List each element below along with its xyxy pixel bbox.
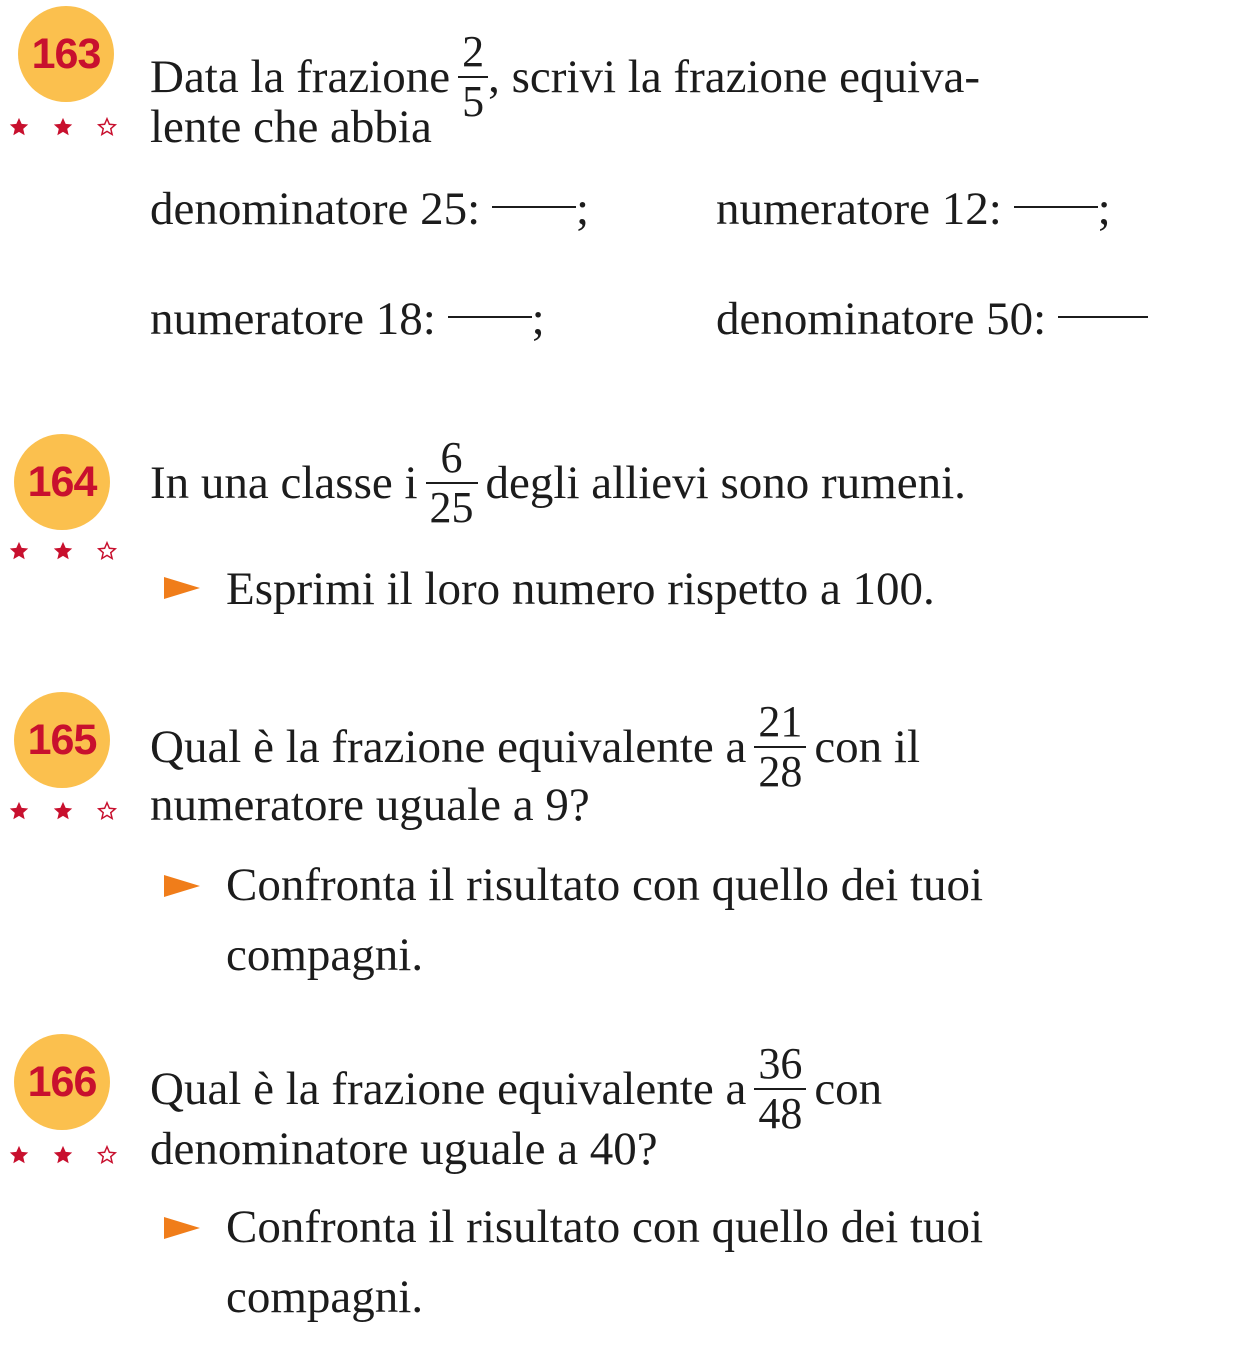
fraction-numerator: 36 <box>754 1042 806 1090</box>
task-text: compagni. <box>226 929 424 981</box>
statement-text: Data la frazione <box>150 50 451 103</box>
answer-blank[interactable] <box>492 206 576 208</box>
exercise-165-statement-line2 <box>150 779 590 831</box>
statement-text: con il <box>814 720 921 773</box>
triangle-arrow-icon <box>162 1214 202 1242</box>
star-filled-icon <box>54 802 72 819</box>
statement-text: numeratore uguale a 9? <box>150 779 590 831</box>
exercise-166-task <box>226 1201 984 1253</box>
star-empty-icon <box>99 803 116 819</box>
task-text: Esprimi il loro numero rispetto a 100. <box>226 563 935 615</box>
fraction-numerator: 2 <box>458 30 488 78</box>
fraction <box>426 433 478 532</box>
fraction <box>754 1039 806 1138</box>
difficulty-stars <box>8 800 120 822</box>
item-separator: ; <box>531 293 545 345</box>
answer-blank[interactable] <box>448 316 532 318</box>
fraction-numerator: 21 <box>754 700 806 748</box>
fraction <box>458 27 488 126</box>
answer-item-denominatore-25 <box>150 183 590 235</box>
difficulty-stars <box>8 1144 120 1166</box>
item-label: denominatore 50: <box>716 293 1047 345</box>
task-text: Confronta il risultato con quello dei tuoi <box>226 1201 984 1253</box>
star-empty-icon <box>99 543 116 559</box>
statement-text: degli allievi sono rumeni. <box>485 456 966 509</box>
answer-blank[interactable] <box>1058 316 1148 318</box>
fraction-denominator: 28 <box>758 747 803 796</box>
exercise-number: 165 <box>27 715 97 764</box>
triangle-arrow-icon <box>162 872 202 900</box>
fraction-denominator: 48 <box>758 1089 803 1138</box>
exercise-number: 164 <box>27 457 97 506</box>
item-label: numeratore 12: <box>716 183 1002 235</box>
answer-item-numeratore-12 <box>716 183 1111 235</box>
star-filled-icon <box>10 542 28 559</box>
fraction <box>754 697 806 796</box>
exercise-number-badge-166 <box>14 1034 110 1130</box>
fraction-denominator: 25 <box>429 483 474 532</box>
exercise-number-badge-164 <box>14 434 110 530</box>
answer-item-numeratore-18 <box>150 293 545 345</box>
star-empty-icon <box>99 1147 116 1163</box>
answer-item-denominatore-50 <box>716 293 1148 345</box>
exercise-165-task <box>226 859 984 911</box>
star-filled-icon <box>54 118 72 135</box>
exercise-163-statement-line2 <box>150 101 432 153</box>
item-label: numeratore 18: <box>150 293 436 345</box>
star-filled-icon <box>10 1146 28 1163</box>
exercise-number-badge-165 <box>14 692 110 788</box>
star-empty-icon <box>99 119 116 135</box>
statement-text: Qual è la frazione equivalente a <box>150 720 747 773</box>
answer-blank[interactable] <box>1014 206 1098 208</box>
star-filled-icon <box>10 802 28 819</box>
fraction-denominator: 5 <box>462 77 485 126</box>
task-text: compagni. <box>226 1271 424 1323</box>
exercise-number: 166 <box>27 1057 97 1106</box>
difficulty-stars <box>8 116 120 138</box>
statement-text: lente che abbia <box>150 101 432 153</box>
item-separator: ; <box>575 183 590 235</box>
star-filled-icon <box>54 542 72 559</box>
statement-text: , scrivi la frazione equiva- <box>488 50 981 103</box>
statement-text: denominatore uguale a 40? <box>150 1123 658 1175</box>
exercise-165-task-line2 <box>226 929 424 981</box>
exercise-166-task-line2 <box>226 1271 424 1323</box>
star-filled-icon <box>10 118 28 135</box>
exercise-166-statement-line2 <box>150 1123 658 1175</box>
item-label: denominatore 25: <box>150 183 481 235</box>
triangle-arrow-icon <box>162 574 202 602</box>
task-text: Confronta il risultato con quello dei tuoi <box>226 859 984 911</box>
statement-text: In una classe i <box>150 456 418 509</box>
fraction-numerator: 6 <box>426 436 478 484</box>
exercise-164-task <box>226 563 935 615</box>
exercise-number-badge-163 <box>18 6 114 102</box>
star-filled-icon <box>54 1146 72 1163</box>
statement-text: con <box>814 1062 883 1115</box>
exercise-number: 163 <box>31 29 101 78</box>
difficulty-stars <box>8 540 120 562</box>
exercise-164-statement <box>150 433 966 534</box>
item-separator: ; <box>1097 183 1111 235</box>
statement-text: Qual è la frazione equivalente a <box>150 1062 747 1115</box>
